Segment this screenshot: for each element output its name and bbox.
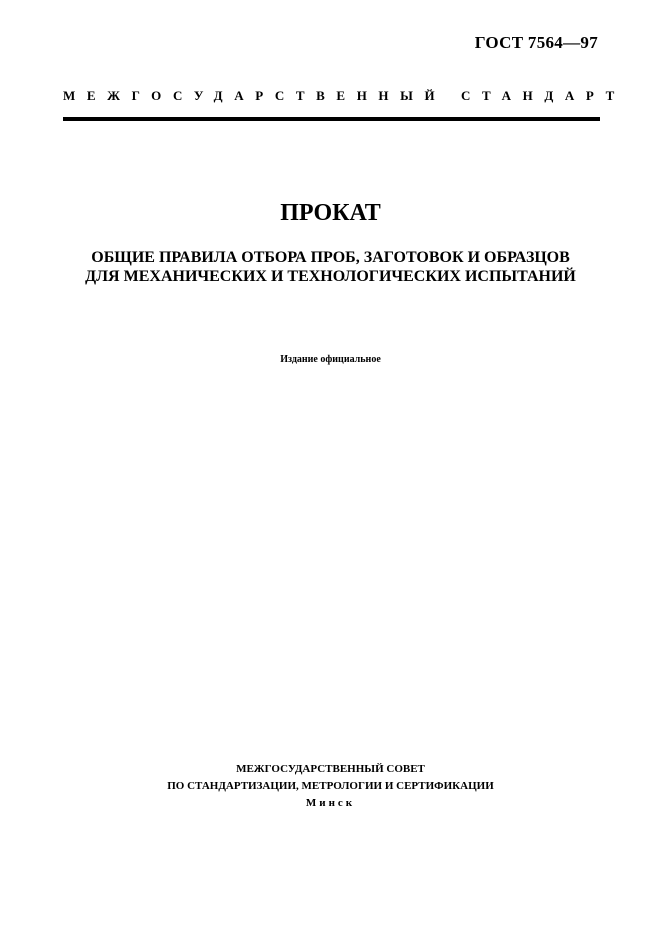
document-subtitle xyxy=(0,248,661,286)
document-title: ПРОКАТ xyxy=(280,200,381,226)
publisher-line: ПО СТАНДАРТИЗАЦИИ, МЕТРОЛОГИИ И СЕРТИФИКАЦИИ xyxy=(167,780,494,792)
header-rule xyxy=(63,117,600,121)
standard-type-heading: МЕЖГОСУДАРСТВЕННЫЙ СТАНДАРТ xyxy=(63,88,626,103)
edition-note: Издание официальное xyxy=(280,354,381,365)
subtitle-line: ОБЩИЕ ПРАВИЛА ОТБОРА ПРОБ, ЗАГОТОВОК И ОБРАЗЦОВ xyxy=(91,249,570,266)
subtitle-line: ДЛЯ МЕХАНИЧЕСКИХ И ТЕХНОЛОГИЧЕСКИХ ИСПЫТАНИЙ xyxy=(85,268,576,285)
publisher-city: Минск xyxy=(305,797,356,809)
publisher-block xyxy=(0,761,661,812)
publisher-line: МЕЖГОСУДАРСТВЕННЫЙ СОВЕТ xyxy=(236,763,425,775)
document-number: ГОСТ 7564—97 xyxy=(474,33,598,52)
